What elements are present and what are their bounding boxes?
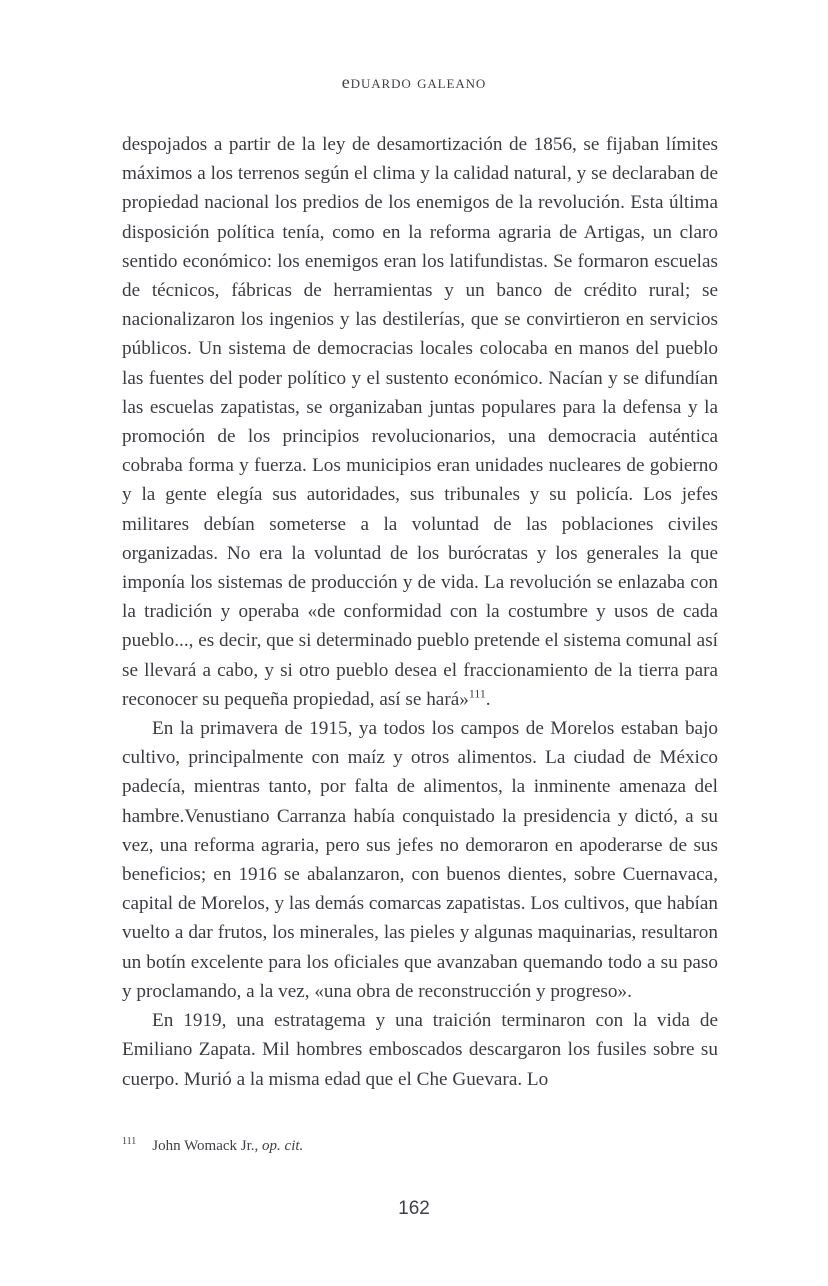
paragraph-1-text: despojados a partir de la ley de desamortización de 1856, se fijaban límites máximos a los terrenos según el clima y la calidad natural, y se declaraban de propiedad nacional los predios de los enemigos de la revolución. Esta última disposición política tenía, como en la reforma agraria de Artigas, un claro sentido económico: los enemigos eran los latifundistas. Se formaron escuelas de técnicos, fábricas de herramientas y un banco de crédito rural; se nacionalizaron los ingenios y las destilerías, que se convirtieron en servicios públicos. Un sistema de democracias locales colocaba en manos del pueblo las fuentes del poder político y el sustento económico. Nacían y se difundían las escuelas zapatistas, se organizaban juntas populares para la defensa y la promoción de los principios revolucionarios, una democracia auténtica cobraba forma y fuerza. Los municipios eran unidades nucleares de gobierno y la gente elegía sus autoridades, sus tribunales y su policía. Los jefes militares debían someterse a la voluntad de las poblaciones civiles organizadas. No era la voluntad de los burócratas y los generales la que imponía los sistemas de producción y de vida. La revolución se enlazaba con la tradición y operaba «de conformidad con la costumbre y usos de cada pueblo..., es decir, que si determinado pueblo pretende el sistema comunal así se llevará a cabo, y si otro pueblo desea el fraccionamiento de la tierra para reconocer su pequeña propiedad, así se hará»	[122, 134, 718, 710]
paragraph-3: En 1919, una estratagema y una traición terminaron con la vida de Emiliano Zapata. Mil hombres emboscados descargaron los fusiles sobre su cuerpo. Murió a la misma edad que el Che Guevara. Lo	[122, 1010, 718, 1090]
footnote	[122, 1136, 718, 1156]
footnote-text: John Womack Jr.,	[152, 1138, 259, 1154]
paragraph-2: En la primavera de 1915, ya todos los campos de Morelos estaban bajo cultivo, principalmente con maíz y otros alimentos. La ciudad de México padecía, mientras tanto, por falta de alimentos, la inminente amenaza del hambre.Venustiano Carranza había conquistado la presidencia y dictó, a su vez, una reforma agraria, pero sus jefes no demoraron en apoderarse de sus beneficios; en 1916 se abalanzaron, con buenos dientes, sobre Cuernavaca, capital de Morelos, y las demás comarcas zapatistas. Los cultivos, que habían vuelto a dar frutos, los minerales, las pieles y algunas maquinarias, resultaron un botín excelente para los oficiales que avanzaban quemando todo a su paso y proclamando, a la vez, «una obra de reconstrucción y progreso».	[122, 718, 718, 1002]
footnote-reference-111[interactable]: 111	[468, 686, 486, 701]
footnote-citation-italic: op. cit.	[262, 1138, 304, 1154]
footnote-marker: 111	[122, 1136, 137, 1147]
body-text-block	[122, 130, 718, 1094]
running-head: eduardo galeano	[341, 72, 487, 92]
paragraph-1	[122, 130, 718, 714]
paragraph-1-period: .	[485, 688, 491, 710]
page-number: 162	[398, 1198, 430, 1219]
